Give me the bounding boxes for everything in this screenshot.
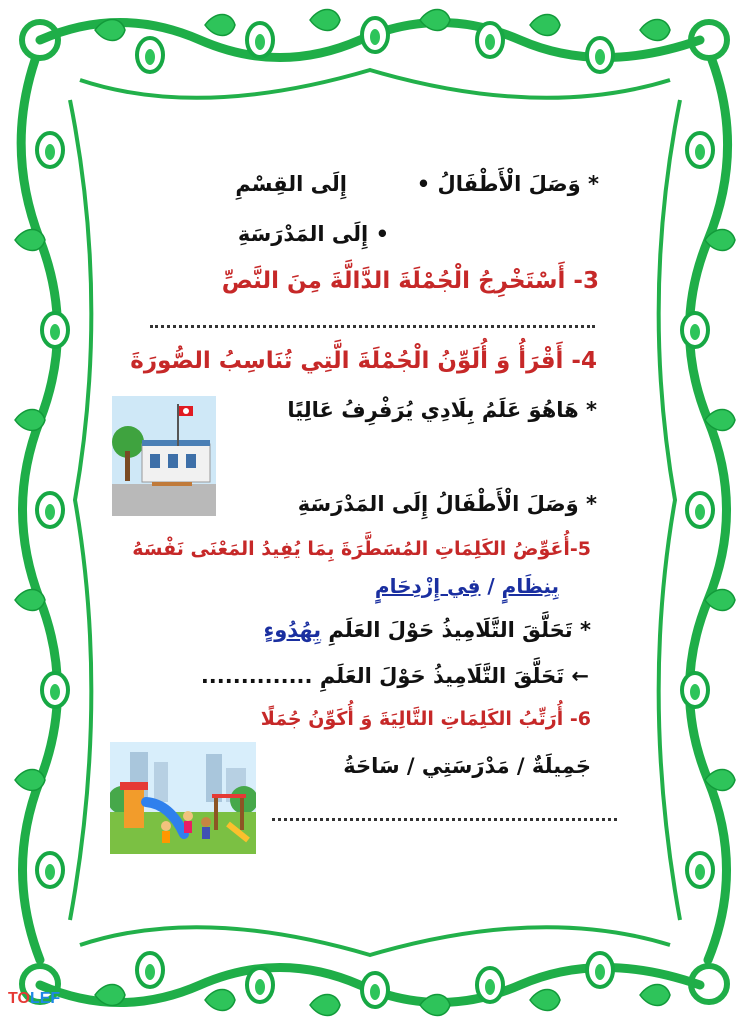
question-6: 6- أُرَتِّبُ الكَلِمَاتِ التَّالِيَةَ وَ أُكَوِّنُ جُمَلًا xyxy=(260,708,591,730)
sentence-flag: * هَاهُوَ عَلَمُ بِلَادِي يُرَفْرِفُ عَالِيًا xyxy=(287,398,597,422)
option-b: فِي إِزْدِحَامٍ xyxy=(374,574,481,598)
line-1-right: * وَصَلَ الْأَطْفَالُ • xyxy=(416,172,599,196)
question-3: 3- أَسْتَخْرِجُ الْجُمْلَةَ الدَّالَّةَ مِنَ النَّصِّ xyxy=(221,268,599,294)
option-a: بِنِظَامٍ xyxy=(501,574,559,598)
sentence-3-text: * تَحَلَّقَ التَّلَامِيذُ حَوْلَ العَلَمِ xyxy=(321,618,591,642)
answer-line-6 xyxy=(272,818,617,821)
option-separator: / xyxy=(480,574,502,598)
school-flag-picture xyxy=(112,396,216,516)
answer-line-3 xyxy=(150,325,595,328)
sentence-4 xyxy=(201,664,589,688)
line-2: • إِلَى المَدْرَسَةِ xyxy=(237,222,389,246)
playground-picture xyxy=(110,742,256,854)
question-4: 4- أَقْرَأُ وَ أُلَوِّنُ الْجُمْلَةَ الَّتِي تُنَاسِبُ الصُّورَةَ xyxy=(130,348,597,374)
logo-part-2: LEF xyxy=(29,990,61,1007)
sentence-school: * وَصَلَ الْأَطْفَالُ إِلَى المَدْرَسَةِ xyxy=(297,492,597,516)
logo-part-1: TO xyxy=(8,990,30,1007)
sentence-4-text: ← تَحَلَّقَ التَّلَامِيذُ حَوْلَ العَلَمِ xyxy=(319,664,589,688)
line-1-left: إِلَى القِسْمِ xyxy=(235,172,347,196)
question-5: 5-أُعَوِّضُ الكَلِمَاتِ المُسَطَّرَةَ بِمَا يُفِيدُ المَعْنَى نَفْسَهُ xyxy=(132,538,591,560)
sentence-3 xyxy=(263,618,591,642)
sentence-4-dots: .............. xyxy=(200,664,313,688)
sentence-3-underlined: بِهُدُوءٍ xyxy=(263,618,322,642)
words-to-arrange: جَمِيلَةٌ / مَدْرَسَتِي / سَاحَةُ xyxy=(343,754,591,778)
brand-logo xyxy=(8,990,60,1008)
options-line xyxy=(375,574,559,598)
